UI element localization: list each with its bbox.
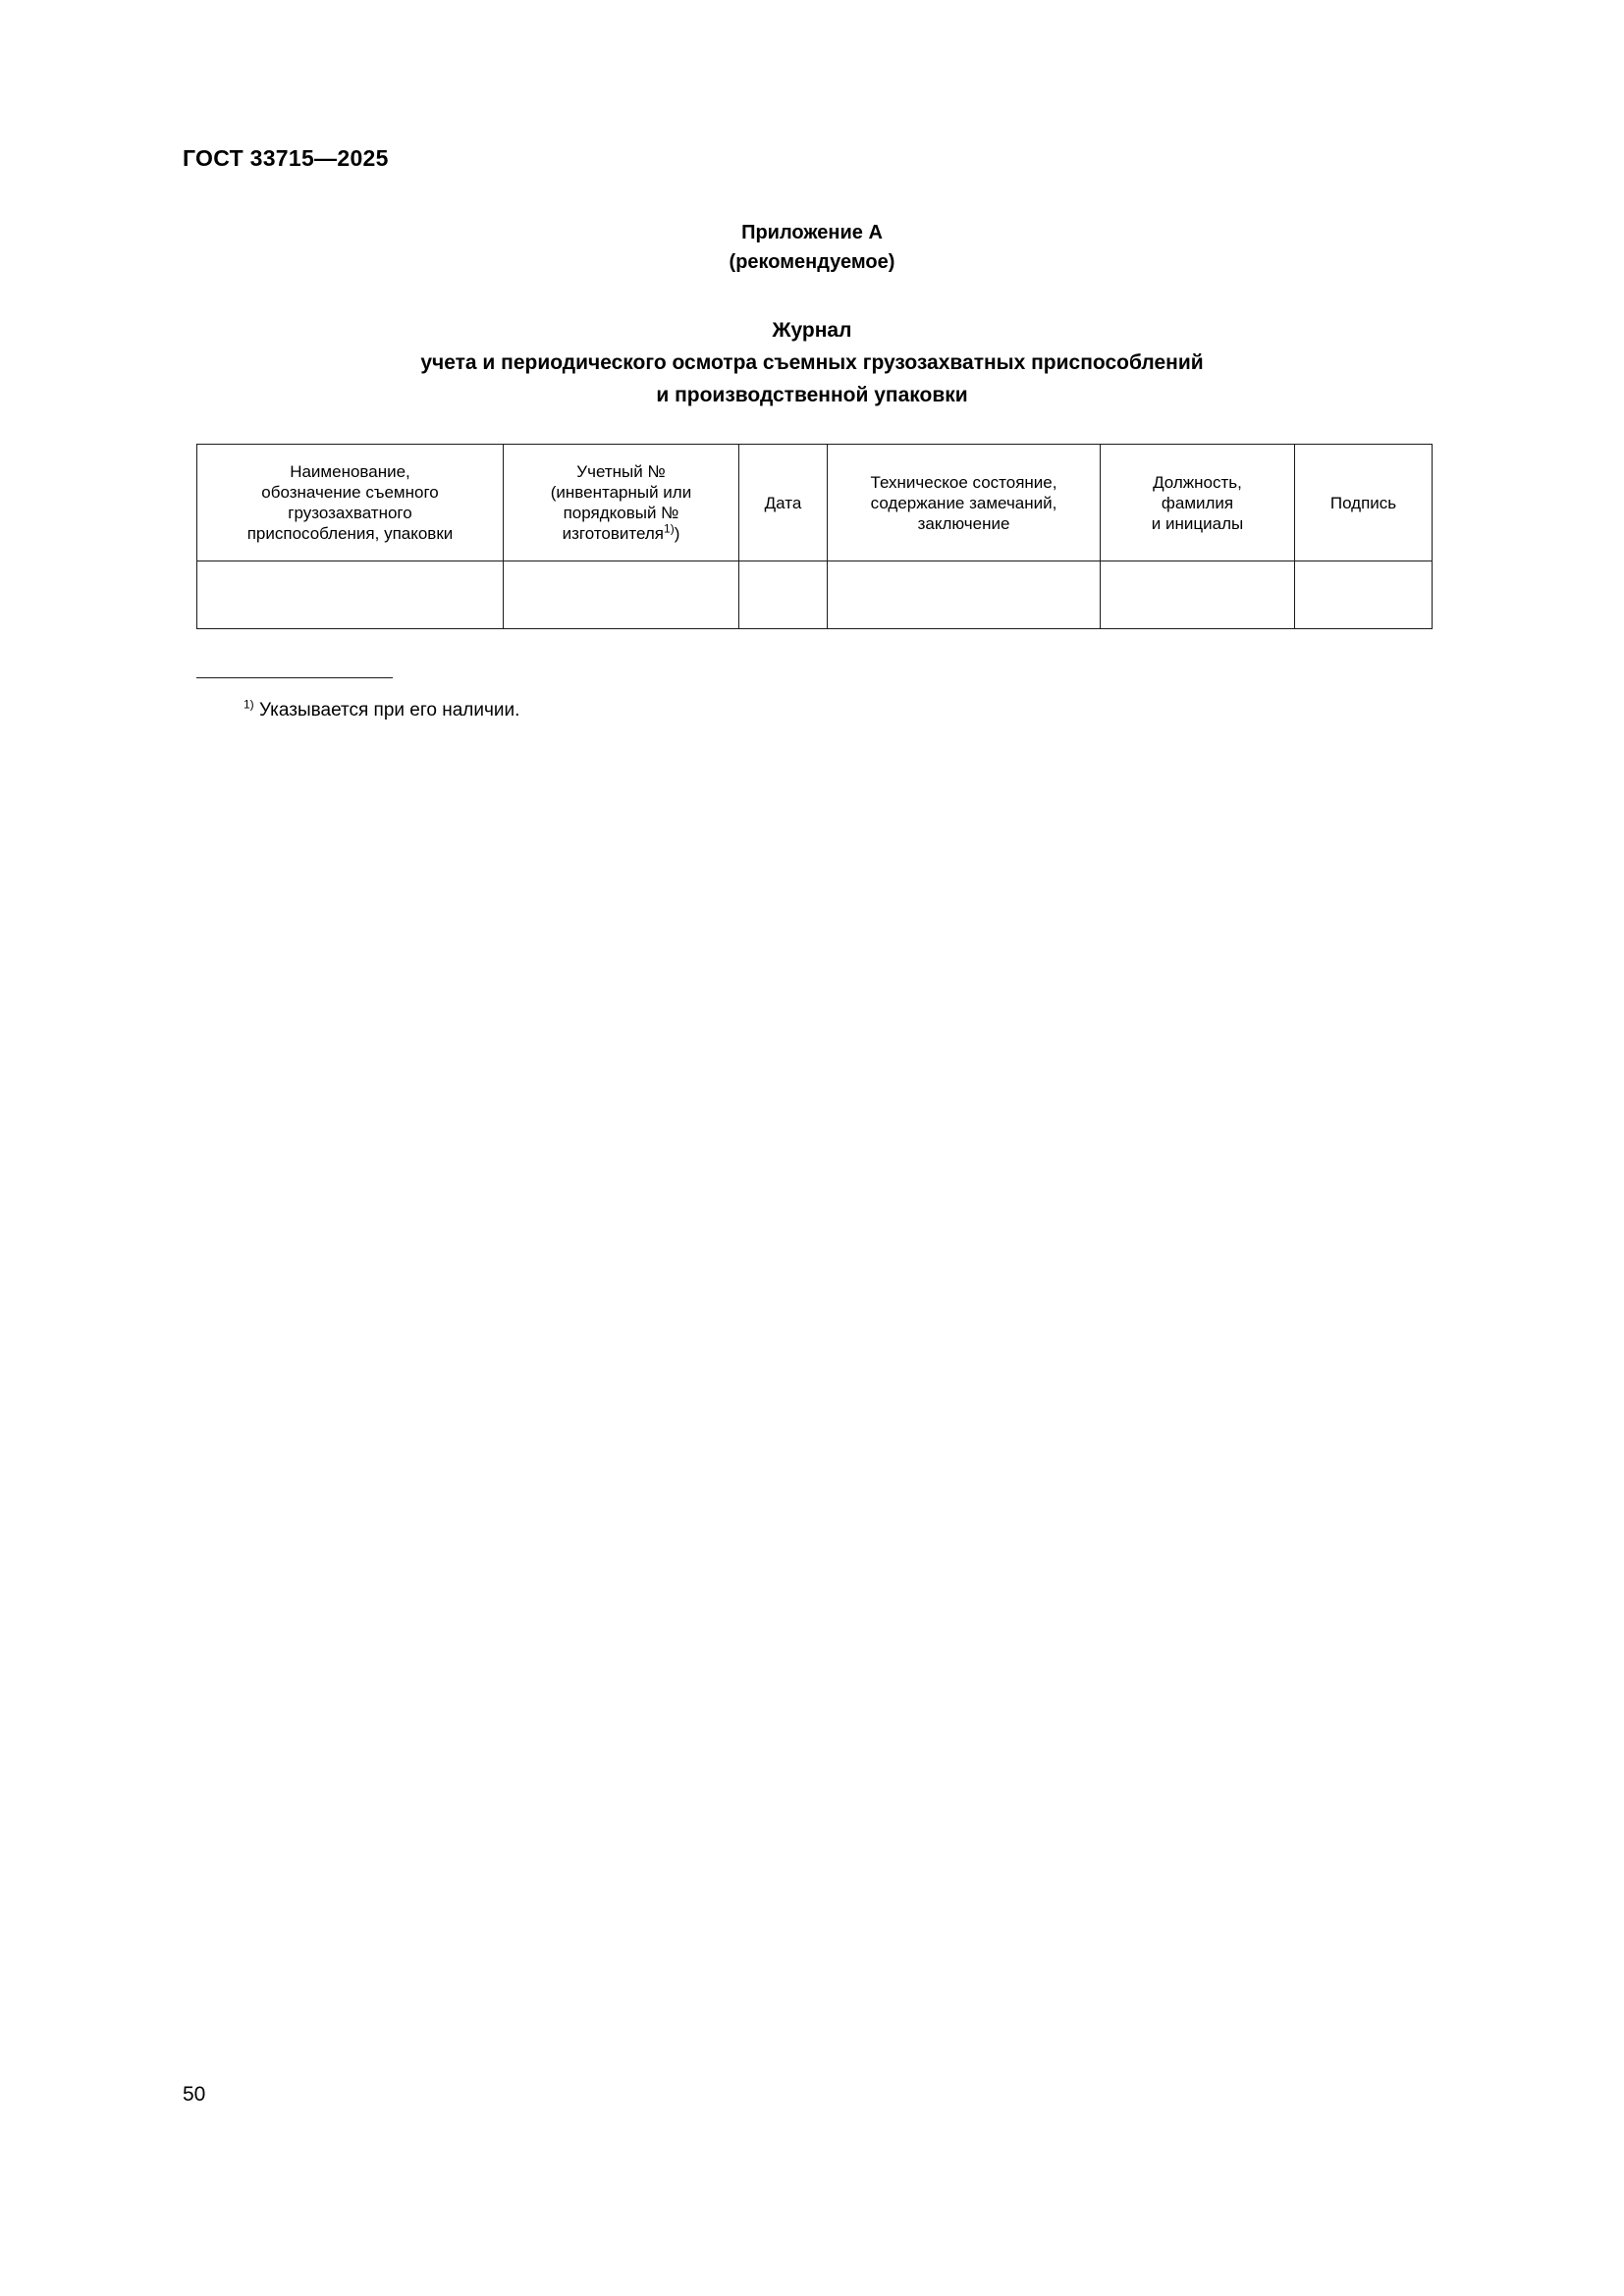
- table-cell-technical-condition: [828, 561, 1101, 629]
- journal-table-wrapper: [196, 444, 1432, 629]
- column-header-position-name: [1101, 445, 1295, 561]
- header-line: Подпись: [1329, 493, 1397, 512]
- header-line: порядковый №: [563, 504, 679, 522]
- header-line: Дата: [764, 493, 802, 512]
- table-row: [197, 561, 1433, 629]
- page-number: 50: [183, 2083, 206, 2106]
- journal-subtitle-line-2: и производственной упаковки: [656, 384, 968, 406]
- annex-subtitle: (рекомендуемое): [729, 251, 895, 273]
- header-line: Учетный №: [576, 462, 666, 481]
- column-header-name: [197, 445, 504, 561]
- header-line: Должность,: [1153, 472, 1242, 492]
- table-cell-name: [197, 561, 504, 629]
- header-line: заключение: [917, 513, 1010, 533]
- footnote-separator-rule: [196, 677, 393, 678]
- table-cell-date: [739, 561, 828, 629]
- header-line: грузозахватного: [288, 504, 412, 522]
- header-line-tail: ): [674, 524, 680, 543]
- table-cell-position-name: [1101, 561, 1295, 629]
- journal-table: [196, 444, 1433, 629]
- journal-subtitle-line-1: учета и периодического осмотра съемных грузозахватных приспособлений: [420, 351, 1204, 374]
- table-header-row: [197, 445, 1433, 561]
- header-line: фамилия: [1161, 493, 1234, 512]
- column-header-technical-condition: [828, 445, 1101, 561]
- column-header-date: [739, 445, 828, 561]
- header-line: (инвентарный или: [550, 483, 692, 502]
- header-line: обозначение съемного: [261, 483, 439, 502]
- header-line: приспособления, упаковки: [246, 524, 454, 543]
- column-header-signature: [1295, 445, 1433, 561]
- column-header-registration-number: [504, 445, 739, 561]
- header-line: изготовителя: [562, 524, 665, 543]
- header-line: Наименование,: [290, 462, 410, 481]
- header-line: Техническое состояние,: [870, 472, 1057, 492]
- standard-header: ГОСТ 33715—2025: [183, 145, 389, 171]
- journal-title: Журнал: [772, 319, 852, 342]
- annex-title: Приложение А: [741, 222, 883, 243]
- table-cell-signature: [1295, 561, 1433, 629]
- footnote-text: Указывается при его наличии.: [258, 700, 520, 721]
- header-line: и инициалы: [1151, 513, 1244, 533]
- footnote: [244, 699, 519, 722]
- table-cell-registration-number: [504, 561, 739, 629]
- header-line: содержание замечаний,: [870, 493, 1057, 512]
- journal-heading: [0, 314, 1624, 411]
- footnote-marker-superscript: 1): [664, 521, 675, 536]
- annex-heading: [0, 218, 1624, 277]
- footnote-marker: 1): [244, 697, 254, 712]
